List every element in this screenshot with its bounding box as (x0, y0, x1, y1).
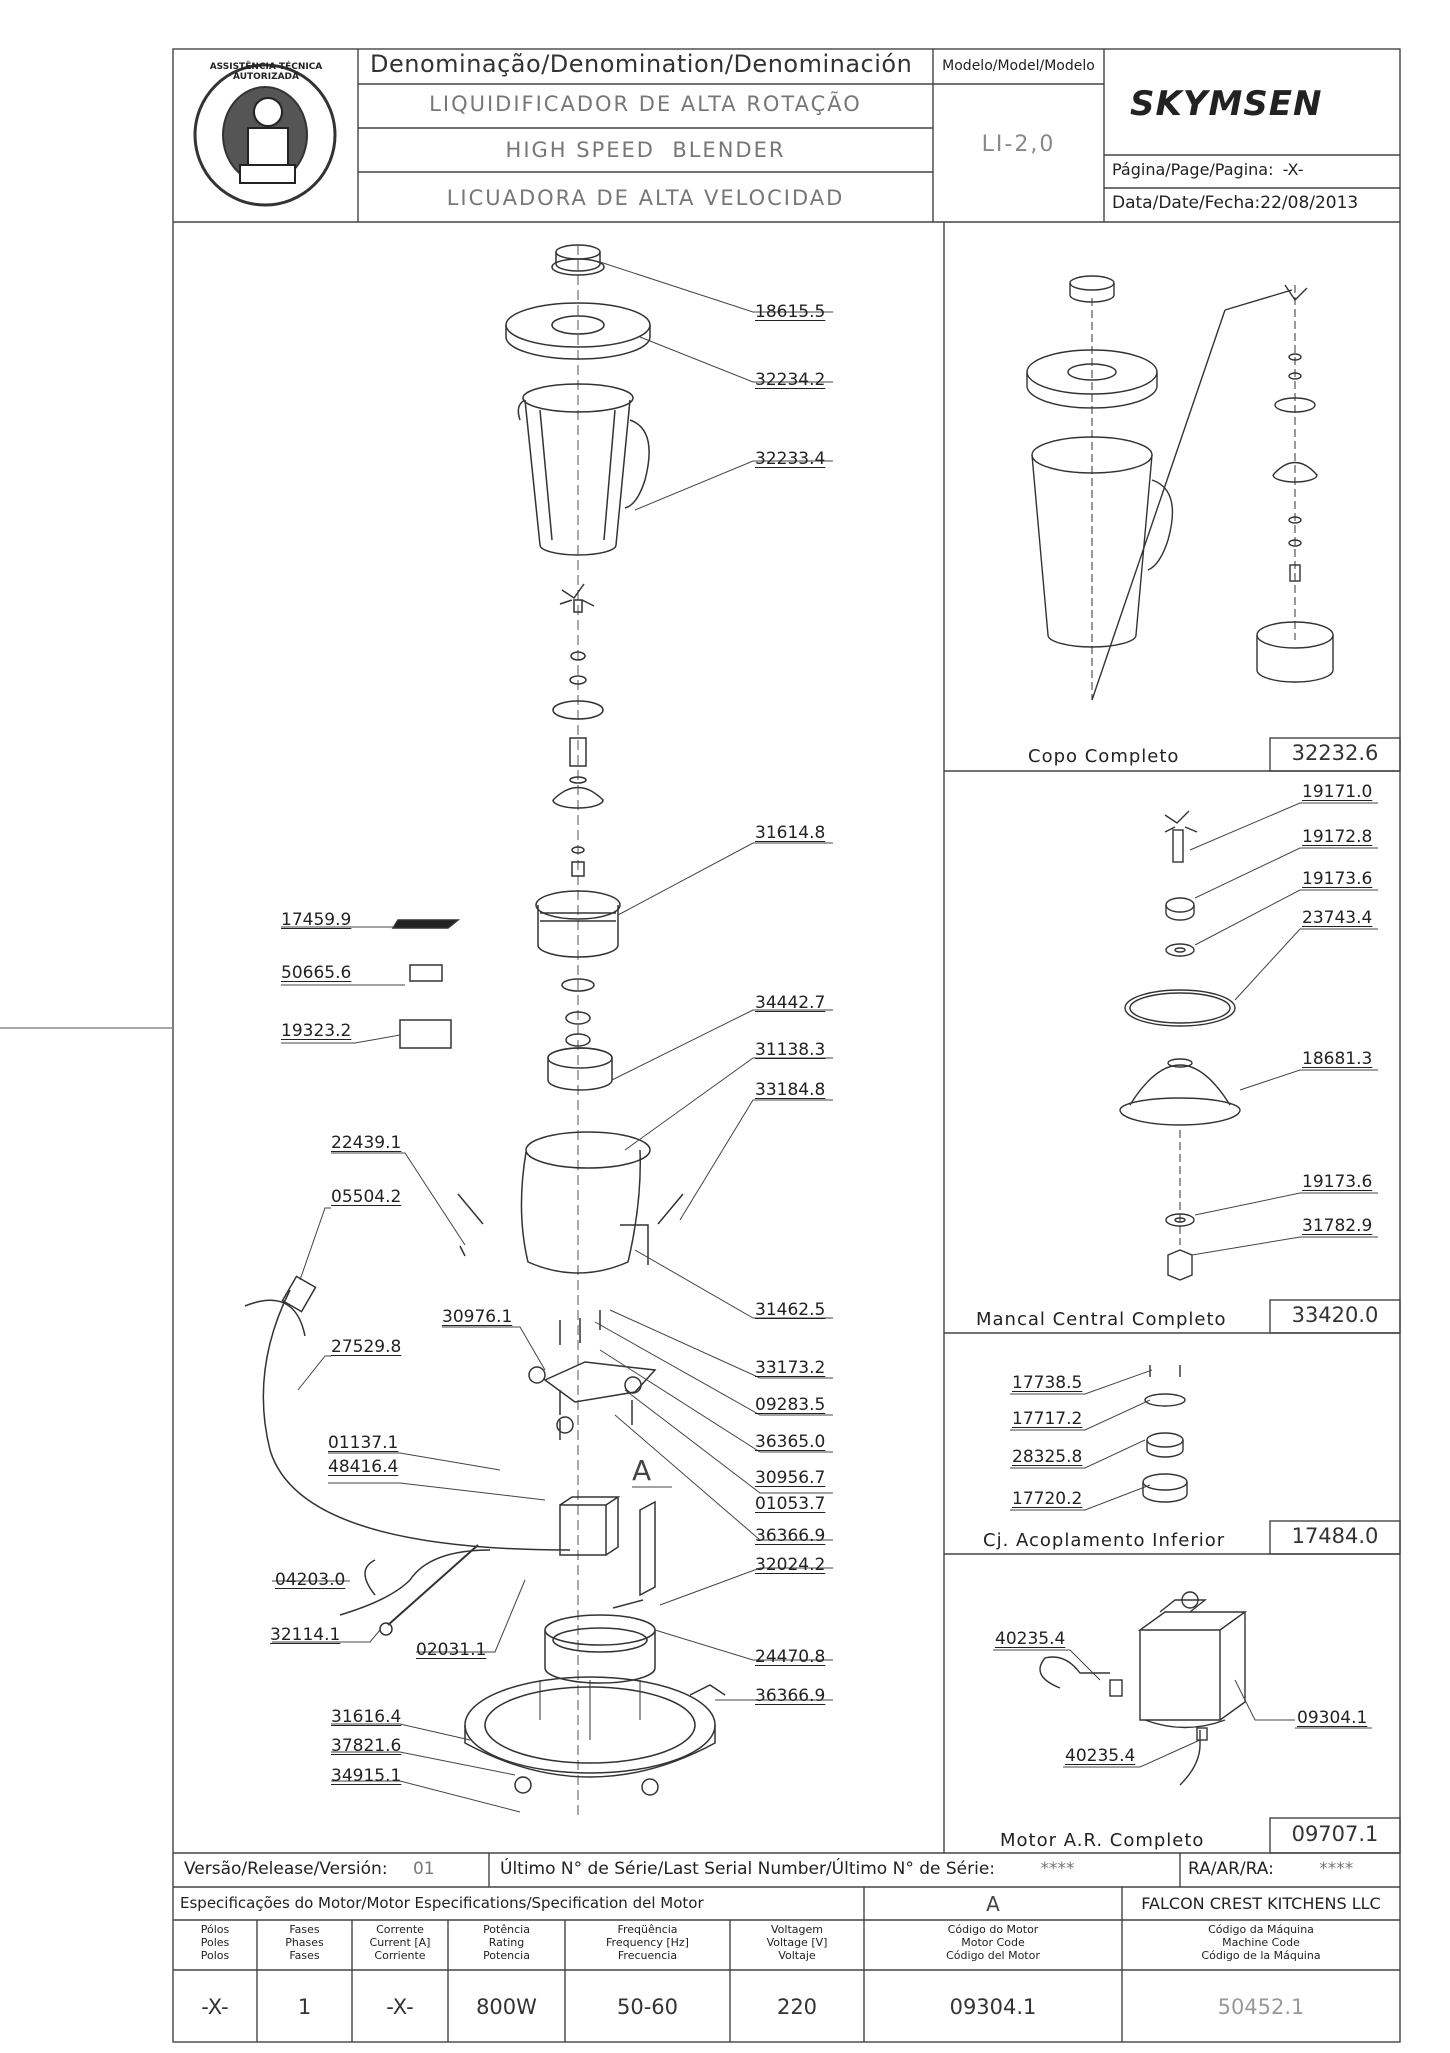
spec-header-line: Potencia (483, 1949, 530, 1962)
spec-value-frequency: 50-60 (616, 1995, 679, 2019)
spec-header-line: Frequency [Hz] (606, 1936, 689, 1949)
part-label: 32024.2 (755, 1555, 826, 1575)
assembly-title: Motor A.R. Completo (1000, 1830, 1205, 1851)
page-label (1112, 160, 1303, 179)
version-label-text: Versão/Release/Versión: (184, 1859, 388, 1879)
part-label: 50665.6 (281, 963, 352, 983)
assembly-code: 33420.0 (1291, 1303, 1379, 1327)
spec-header-line: Current [A] (369, 1936, 431, 1949)
spec-header-line: Freqüência (617, 1923, 678, 1936)
part-label: 01053.7 (755, 1494, 826, 1514)
spec-value-phases: 1 (297, 1995, 312, 2019)
spec-header-line: Frecuencia (617, 1949, 678, 1962)
spec-header-line: Código do Motor (947, 1923, 1039, 1936)
spec-header (864, 1923, 1122, 1962)
part-label: 32233.4 (755, 449, 826, 469)
spec-header-line: Motor Code (961, 1936, 1025, 1949)
spec-value-current: -X- (386, 1995, 414, 2019)
ra-label (1188, 1859, 1353, 1879)
part-label: 24470.8 (755, 1647, 826, 1667)
part-label: 36366.9 (755, 1526, 826, 1546)
page-value: -X- (1282, 160, 1304, 179)
spec-header-line: Código de la Máquina (1201, 1949, 1321, 1962)
part-label: 32234.2 (755, 370, 826, 390)
seal-text: ASSISTÊNCIA TÉCNICA AUTORIZADA (209, 62, 323, 82)
part-label: 30956.7 (755, 1468, 826, 1488)
part-label: 32114.1 (270, 1625, 341, 1645)
part-label: 40235.4 (995, 1629, 1066, 1649)
serial-label-text: Último N° de Série/Last Serial Number/Último N° de Série: (500, 1859, 996, 1879)
part-label: 19173.6 (1302, 869, 1373, 889)
part-label: 31616.4 (331, 1707, 402, 1727)
part-label: 01137.1 (328, 1433, 399, 1453)
ra-value: **** (1319, 1859, 1354, 1879)
spec-header-line: Corriente (374, 1949, 426, 1962)
spec-header-line: Voltage [V] (766, 1936, 828, 1949)
part-label: 33184.8 (755, 1080, 826, 1100)
spec-header (730, 1923, 864, 1962)
part-label: 09304.1 (1297, 1708, 1368, 1728)
detail-marker: A (632, 1454, 652, 1487)
part-label: 23743.4 (1302, 908, 1373, 928)
part-label: 36365.0 (755, 1432, 826, 1452)
spec-marker: A (986, 1892, 1000, 1916)
company-name: FALCON CREST KITCHENS LLC (1141, 1894, 1381, 1913)
spec-header-line: Corrente (376, 1923, 424, 1936)
serial-label (500, 1859, 1074, 1879)
spec-header-line: Machine Code (1222, 1936, 1300, 1949)
spec-header (448, 1923, 565, 1962)
spec-header-line: Voltaje (778, 1949, 816, 1962)
part-label: 31462.5 (755, 1300, 826, 1320)
assembly-title: Copo Completo (1028, 746, 1180, 767)
spec-header (173, 1923, 257, 1962)
spec-value-voltage: 220 (776, 1995, 818, 2019)
spec-header (1122, 1923, 1400, 1962)
part-label: 02031.1 (416, 1640, 487, 1660)
part-label: 04203.0 (275, 1570, 346, 1590)
spec-value-machine-code: 50452.1 (1217, 1995, 1305, 2019)
spec-header-line: Phases (285, 1936, 324, 1949)
date-label-text: Data/Date/Fecha: (1112, 193, 1261, 213)
part-label: 27529.8 (331, 1337, 402, 1357)
spec-header (257, 1923, 352, 1962)
part-label: 17459.9 (281, 910, 352, 930)
part-label: 22439.1 (331, 1133, 402, 1153)
spec-header-line: Rating (488, 1936, 525, 1949)
part-label: 19172.8 (1302, 827, 1373, 847)
version-value: 01 (412, 1859, 435, 1879)
part-label: 17738.5 (1012, 1373, 1083, 1393)
part-label: 18615.5 (755, 302, 826, 322)
brand-logo: SKYMSEN (1130, 84, 1323, 124)
ra-label-text: RA/AR/RA: (1188, 1859, 1274, 1879)
assembly-title: Cj. Acoplamento Inferior (983, 1530, 1226, 1551)
model-label: Modelo/Model/Modelo (942, 58, 1095, 74)
date-value: 22/08/2013 (1260, 193, 1359, 213)
part-label: 19173.6 (1302, 1172, 1373, 1192)
spec-header (565, 1923, 730, 1962)
part-label: 19171.0 (1302, 782, 1373, 802)
part-label: 17717.2 (1012, 1409, 1083, 1429)
version-label (184, 1859, 435, 1879)
spec-header-line: Pólos (200, 1923, 230, 1936)
part-label: 48416.4 (328, 1457, 399, 1477)
spec-header-line: Fases (289, 1923, 320, 1936)
part-label: 28325.8 (1012, 1447, 1083, 1467)
part-label: 05504.2 (331, 1187, 402, 1207)
serial-value: **** (1040, 1859, 1075, 1879)
part-label: 18681.3 (1302, 1049, 1373, 1069)
spec-value-motor-code: 09304.1 (949, 1995, 1037, 2019)
spec-value-poles: -X- (201, 1995, 229, 2019)
name-pt: LIQUIDIFICADOR DE ALTA ROTAÇÃO (429, 92, 862, 116)
spec-header-line: Voltagem (771, 1923, 823, 1936)
name-en: HIGH SPEED BLENDER (505, 138, 786, 162)
part-label: 31782.9 (1302, 1216, 1373, 1236)
spec-header-line: Fases (289, 1949, 320, 1962)
part-label: 30976.1 (442, 1307, 513, 1327)
part-label: 34442.7 (755, 993, 826, 1013)
spec-header-line: Potência (483, 1923, 530, 1936)
assembly-code: 17484.0 (1291, 1524, 1379, 1548)
part-label: 31138.3 (755, 1040, 826, 1060)
part-label: 09283.5 (755, 1395, 826, 1415)
denomination-label: Denominação/Denomination/Denominación (370, 50, 913, 78)
part-label: 19323.2 (281, 1021, 352, 1041)
spec-header (352, 1923, 448, 1962)
part-label: 37821.6 (331, 1736, 402, 1756)
part-label: 33173.2 (755, 1358, 826, 1378)
spec-header-line: Código del Motor (946, 1949, 1040, 1962)
assembly-title: Mancal Central Completo (976, 1309, 1227, 1330)
assembly-code: 32232.6 (1291, 741, 1379, 765)
spec-header-line: Código da Máquina (1208, 1923, 1314, 1936)
model-value: LI-2,0 (981, 132, 1056, 157)
part-label: 36366.9 (755, 1686, 826, 1706)
date-label (1112, 193, 1358, 213)
spec-header-line: Polos (200, 1949, 230, 1962)
spec-value-rating: 800W (476, 1995, 537, 2019)
part-label: 31614.8 (755, 823, 826, 843)
spec-label: Especificações do Motor/Motor Especifications/Specification del Motor (180, 1894, 704, 1912)
part-label: 34915.1 (331, 1766, 402, 1786)
assembly-code: 09707.1 (1291, 1822, 1379, 1846)
spec-header-line: Poles (200, 1936, 230, 1949)
name-es: LICUADORA DE ALTA VELOCIDAD (446, 186, 845, 210)
page-label-text: Página/Page/Pagina: (1112, 160, 1274, 179)
part-label: 40235.4 (1065, 1746, 1136, 1766)
part-label: 17720.2 (1012, 1489, 1083, 1509)
